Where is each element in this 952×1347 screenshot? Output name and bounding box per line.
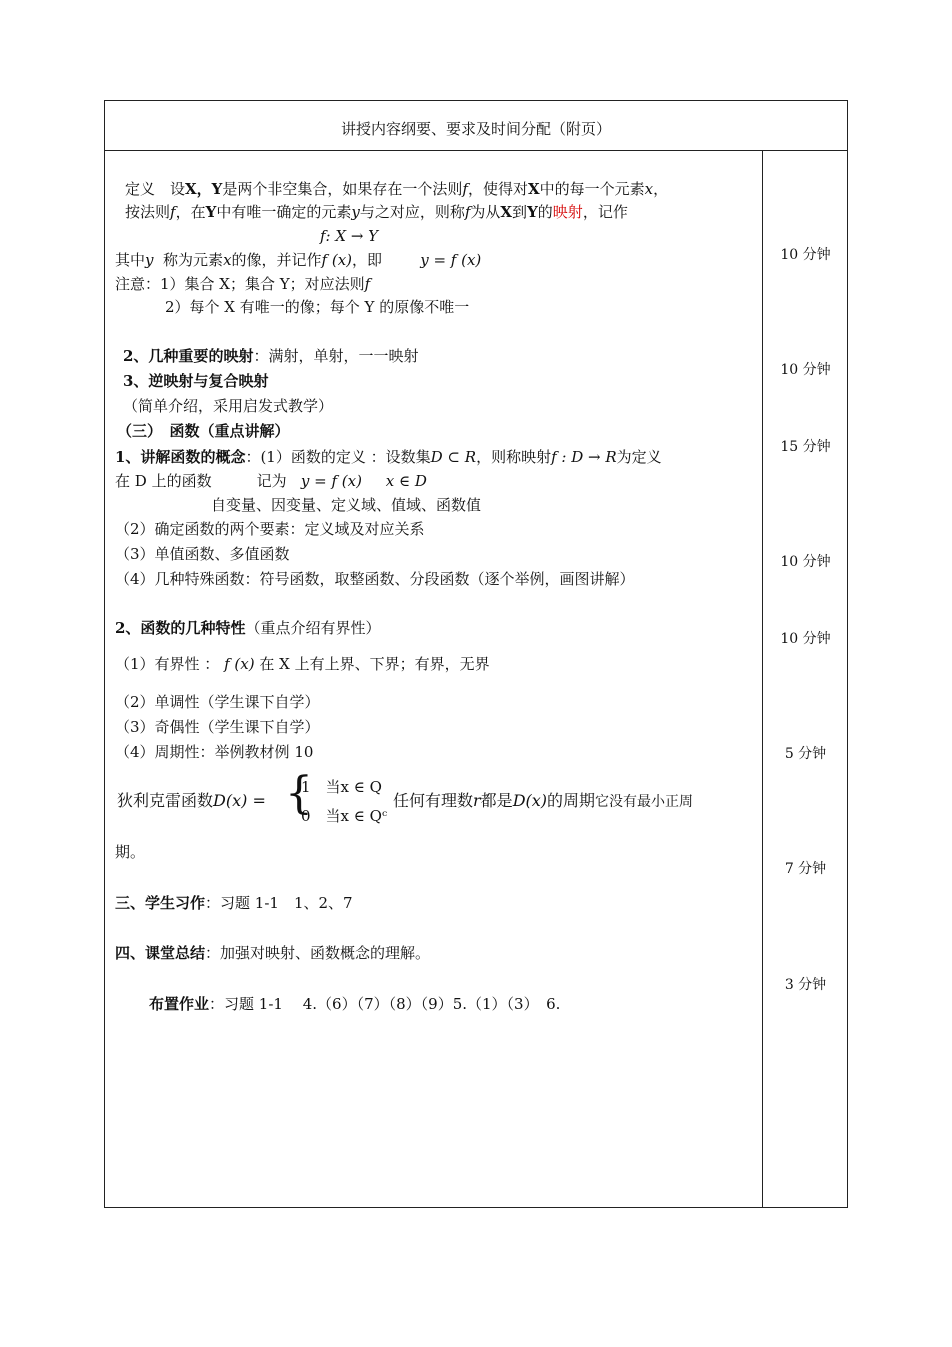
time-allocation-6: 5 分钟 xyxy=(784,746,827,762)
time-allocation-7: 7 分钟 xyxy=(784,861,827,877)
inverse-composite-mapping: 3、逆映射与复合映射 xyxy=(123,372,269,390)
dirichlet-rhs: 任何有理数r都是D(x)的周期它没有最小正周 xyxy=(393,791,694,810)
function-heading: （三） 函数（重点讲解） xyxy=(117,422,290,440)
dirichlet-lhs: 狄利克雷函数D(x) = xyxy=(117,791,266,810)
column-divider xyxy=(762,150,763,1207)
function-item-3: （3）单值函数、多值函数 xyxy=(115,545,290,563)
homework-assignment: 布置作业：习题 1-1 4.（6）（7）（8）（9）5.（1）（3） 6. xyxy=(149,995,561,1013)
time-allocation-5: 10 分钟 xyxy=(780,631,831,647)
mapping-formula: f: X → Y xyxy=(320,227,379,245)
piecewise-brace: { xyxy=(285,768,313,819)
property-parity: （3）奇偶性（学生课下自学） xyxy=(115,718,320,736)
time-allocation-2: 10 分钟 xyxy=(780,362,831,378)
note-1: 注意：1）集合 X；集合 Y；对应法则f xyxy=(115,275,371,293)
class-summary: 四、课堂总结：加强对映射、函数概念的理解。 xyxy=(115,944,431,962)
definition-line-2: 按法则f，在Y中有唯一确定的元素y与之对应，则称f为从X到Y的映射，记作 xyxy=(125,203,628,221)
time-allocation-3: 15 分钟 xyxy=(780,439,831,455)
time-allocation-8: 3 分钟 xyxy=(784,977,827,993)
dirichlet-continuation: 期。 xyxy=(115,843,146,861)
function-terms: 自变量、因变量、定义域、值域、函数值 xyxy=(211,496,482,514)
function-concept-line-1: 1、讲解函数的概念：(1）函数的定义 ：设数集D ⊂ R，则称映射f : D → R为定义 xyxy=(115,448,662,466)
property-periodic: （4）周期性：举例教材例 10 xyxy=(115,743,314,761)
dirichlet-case-2: 0 当x ∈ Qᶜ xyxy=(301,807,388,825)
time-allocation-4: 10 分钟 xyxy=(780,554,831,570)
teaching-method-note: （简单介绍，采用启发式教学） xyxy=(123,397,334,415)
lesson-plan-table xyxy=(104,100,848,1208)
function-item-4: （4）几种特殊函数：符号函数，取整函数、分段函数（逐个举例，画图讲解） xyxy=(115,570,635,588)
dirichlet-case-1: 1 当x ∈ Q xyxy=(301,778,382,796)
note-2: 2）每个 X 有唯一的像；每个 Y 的原像不唯一 xyxy=(165,298,470,316)
table-header-title: 讲授内容纲要、要求及时间分配（附页） xyxy=(105,101,847,151)
property-bounded: （1）有界性 ： f (x) 在 X 上有上界、下界；有界，无界 xyxy=(115,655,490,673)
function-item-2: （2）确定函数的两个要素：定义域及对应关系 xyxy=(115,520,425,538)
content-column xyxy=(105,150,762,1207)
mapping-types: 2、几种重要的映射：满射，单射，一一映射 xyxy=(123,347,419,365)
time-allocation-1: 10 分钟 xyxy=(780,247,831,263)
definition-line-1: 定义 设X，Y是两个非空集合，如果存在一个法则f，使得对X中的每一个元素x， xyxy=(125,180,669,198)
property-monotonic: （2）单调性（学生课下自学） xyxy=(115,693,320,711)
mapping-term: 映射 xyxy=(552,203,583,221)
definition-line-3: 其中y 称为元素x的像，并记作f (x)，即 y = f (x) xyxy=(115,251,482,269)
function-concept-line-2: 在 D 上的函数 记为 y = f (x) x ∈ D xyxy=(115,472,427,490)
student-exercise: 三、学生习作：习题 1-1 1、2、7 xyxy=(115,894,353,912)
properties-title: 2、函数的几种特性（重点介绍有界性） xyxy=(115,619,381,637)
